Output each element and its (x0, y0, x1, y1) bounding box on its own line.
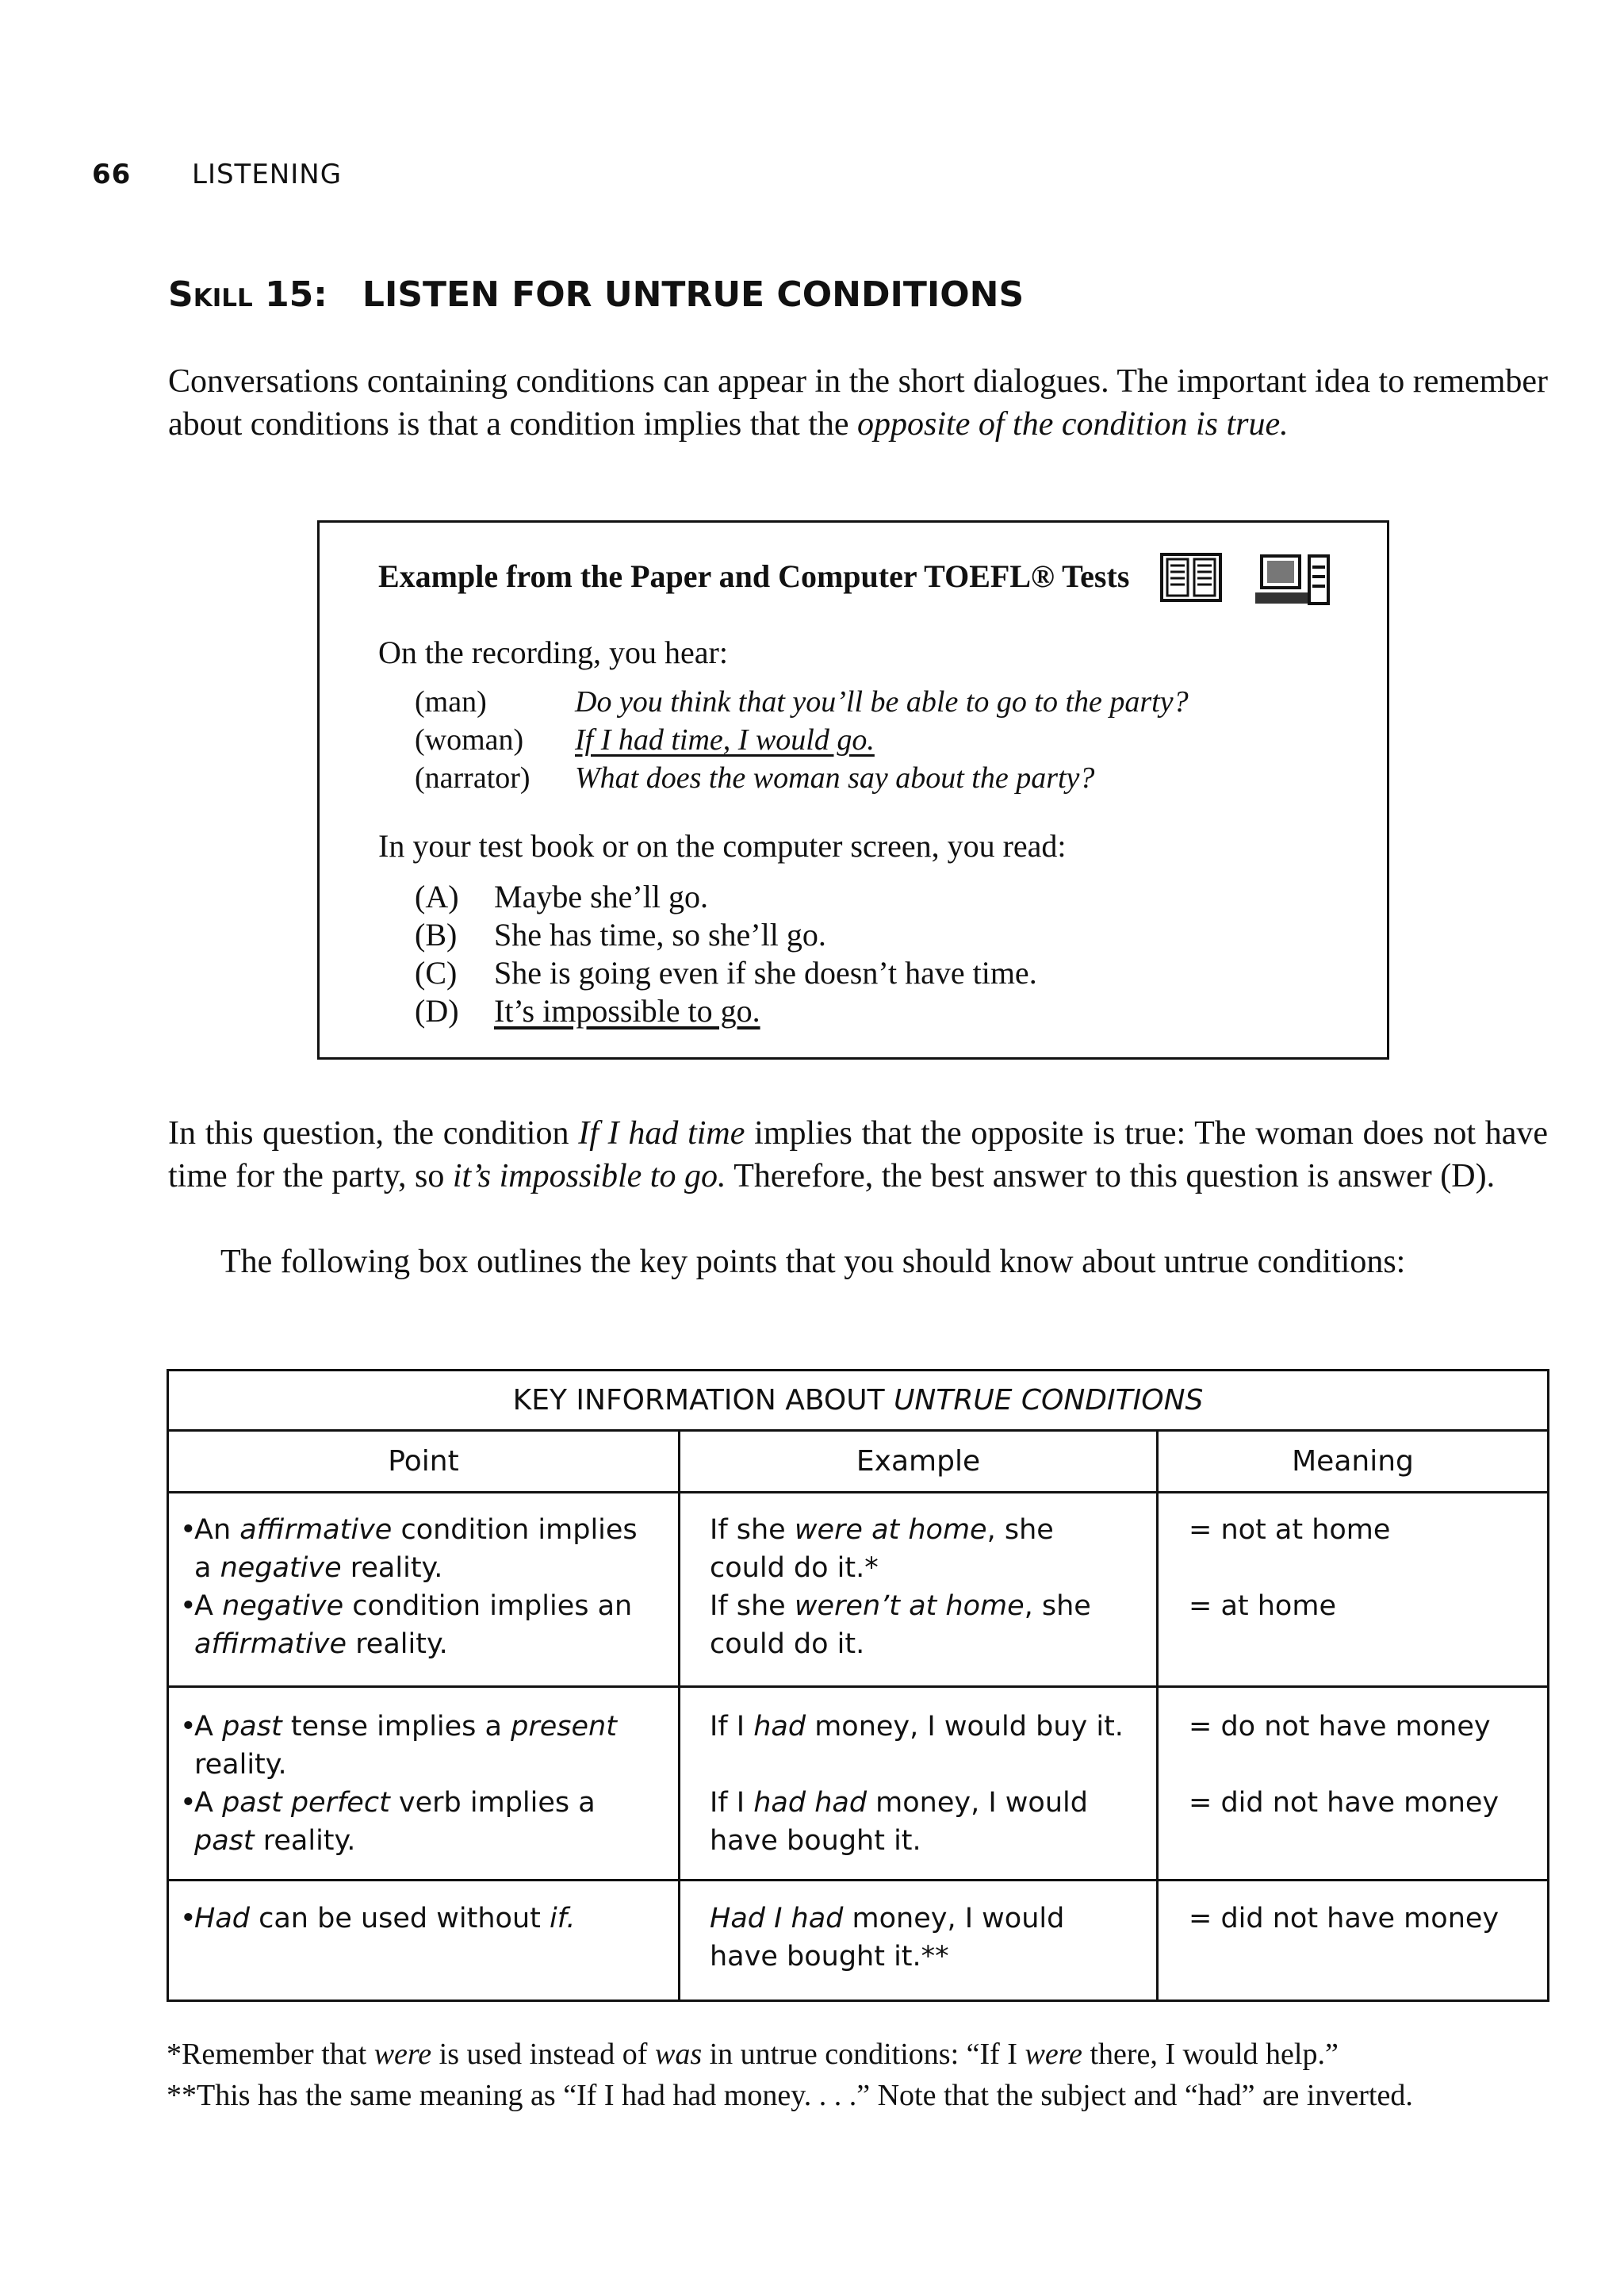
footnote-1: *Remember that were is used instead of was in untrue conditions: “If I were there, I would help.” (167, 2038, 1339, 2071)
running-head (92, 159, 342, 190)
computer-icon (1252, 553, 1331, 607)
intro-paragraph: Conversations containing conditions can appear in the short dialogues. The important idea to remember about conditions is that a condition implies that the opposite of the condition is true. (168, 363, 1548, 443)
footnote-2: **This has the same meaning as “If I had had money. . . .” Note that the subject and “had” are inverted. (167, 2079, 1413, 2112)
row-divider (169, 1879, 1547, 1881)
column-header-meaning: Meaning (1159, 1432, 1547, 1493)
example-title: Example from the Paper and Computer TOEFL® Tests (378, 558, 1130, 594)
example-box: Example from the Paper and Computer TOEFL® Tests On the recording, you hear: (man) Do you think that you’ll be able to go to the party? (woman) If I had time, I would go. (narrator) What does the woman say about the party? In your test book or on the computer screen, you read: (A) Maybe she’ll go. (B) She has time, so she’ll go. (C) She is going even if she doesn’t have time. (D) It’s impossible to go. (317, 520, 1389, 1060)
column-divider (1156, 1432, 1159, 2000)
table-row-1-point: •An affirmative condition implies a negative reality. •A negative condition implies an affirmative reality. (180, 1514, 638, 1660)
table-row-3-example: Had I had money, I would have bought it.** (710, 1903, 1065, 1973)
intro-italic: opposite of the condition is true. (857, 406, 1289, 443)
skill-heading (168, 274, 1024, 315)
book-icon (1160, 553, 1222, 602)
hear-label: On the recording, you hear: (378, 635, 728, 670)
section-name: LISTENING (192, 159, 343, 190)
table-row-1-meaning: = not at home = at home (1189, 1514, 1391, 1622)
read-label: In your test book or on the computer screen, you read: (378, 828, 1067, 864)
skill-label: Skill 15: (168, 274, 327, 315)
test-format-icons (1160, 553, 1331, 607)
column-divider (678, 1432, 680, 2000)
column-header-example: Example (680, 1432, 1156, 1493)
lead-in-paragraph: The following box outlines the key points that you should know about untrue conditions: (220, 1244, 1406, 1280)
table-row-2-point: •A past tense implies a present reality. •A past perfect verb implies a past reality. (180, 1711, 617, 1857)
table-row-2-example: If I had money, I would buy it. If I had had money, I would have bought it. (710, 1711, 1124, 1857)
table-row-2-meaning: = do not have money = did not have money (1189, 1711, 1500, 1819)
key-information-table (167, 1369, 1549, 2002)
table-row-3-point: •Had can be used without if. (180, 1903, 576, 1934)
explanation-paragraph: In this question, the condition If I had time implies that the opposite is true: The woman does not have time for the party, so it’s impossible to go. Therefore, the best answer to this question is answer (D). (168, 1115, 1549, 1194)
table-title: KEY INFORMATION ABOUT UNTRUE CONDITIONS (169, 1371, 1547, 1432)
page-number: 66 (92, 159, 132, 190)
table-row-1-example: If she were at home, she could do it.* If she weren’t at home, she could do it. (710, 1514, 1091, 1660)
row-divider (169, 1685, 1547, 1688)
table-row-3-meaning: = did not have money (1189, 1903, 1500, 1934)
column-header-point: Point (169, 1432, 678, 1493)
skill-title: LISTEN FOR UNTRUE CONDITIONS (362, 274, 1025, 315)
